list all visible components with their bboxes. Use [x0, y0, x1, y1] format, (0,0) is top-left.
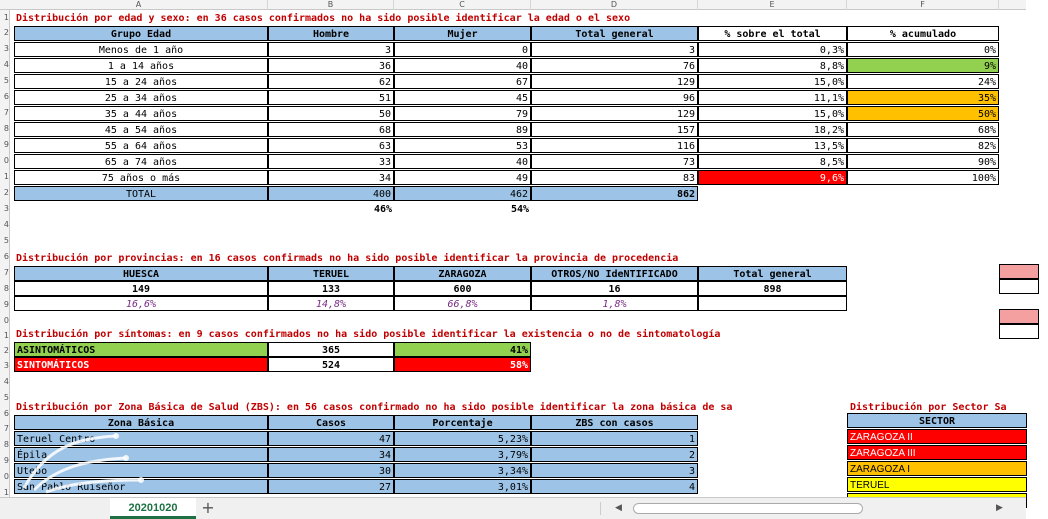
zbs-zona-cell[interactable]: Épila — [14, 447, 268, 462]
column-header-c[interactable]: C — [394, 0, 531, 10]
zbs-count-cell[interactable]: 2 — [531, 447, 698, 462]
row-header[interactable]: 1 — [3, 13, 9, 22]
mujer-cell[interactable]: 67 — [394, 74, 531, 89]
chevron-right-icon[interactable]: ▶ — [996, 503, 1003, 513]
pct-acum-cell[interactable]: 100% — [847, 170, 999, 185]
row-header[interactable]: 0 — [3, 156, 9, 165]
pct-total-cell[interactable]: 18,2% — [698, 122, 847, 137]
hombre-cell[interactable]: 50 — [268, 106, 394, 121]
row-header[interactable]: 7 — [3, 424, 9, 433]
col-mujer[interactable]: Mujer — [394, 26, 531, 41]
col-pct-acumulado[interactable]: % acumulado — [847, 26, 999, 41]
prov-otros-header[interactable]: OTROS/NO IdeNTIFICADO — [531, 266, 698, 281]
zbs-pct-cell[interactable]: 3,79% — [394, 447, 531, 462]
sintomaticos-pct[interactable]: 58% — [394, 357, 531, 372]
zbs-casos-header[interactable]: Casos — [268, 415, 394, 430]
row-header[interactable]: 7 — [3, 108, 9, 117]
prov-value-cell[interactable]: 149 — [14, 281, 268, 296]
prov-percent-cell[interactable]: 66,8% — [394, 296, 531, 311]
col-hombre[interactable]: Hombre — [268, 26, 394, 41]
zbs-casos-cell[interactable]: 34 — [268, 447, 394, 462]
zbs-pct-cell[interactable]: 3,34% — [394, 463, 531, 478]
zbs-casos-cell[interactable]: 30 — [268, 463, 394, 478]
sintomaticos-count[interactable]: 524 — [268, 357, 394, 372]
total-cell[interactable]: 129 — [531, 106, 698, 121]
prov-value-cell[interactable]: 133 — [268, 281, 394, 296]
prov-section-title[interactable]: Distribución por provincias: en 16 casos confirmads no ha sido posible identificar la provincia de procedencia — [16, 253, 679, 264]
row-header[interactable]: 0 — [3, 472, 9, 481]
prov-percent-cell[interactable]: 14,8% — [268, 296, 394, 311]
row-header[interactable]: 3 — [3, 361, 9, 370]
total-cell[interactable]: 96 — [531, 90, 698, 105]
row-header[interactable]: 5 — [3, 393, 9, 402]
total-cell[interactable]: 76 — [531, 58, 698, 73]
prov-teruel-header[interactable]: TERUEL — [268, 266, 394, 281]
age-group-cell[interactable]: 25 a 34 años — [14, 90, 268, 105]
prov-percent-cell[interactable]: 1,8% — [531, 296, 698, 311]
mujer-cell[interactable]: 49 — [394, 170, 531, 185]
mujer-cell[interactable]: 40 — [394, 154, 531, 169]
row-header[interactable]: 6 — [3, 409, 9, 418]
hombre-cell[interactable]: 51 — [268, 90, 394, 105]
age-group-cell[interactable]: 45 a 54 años — [14, 122, 268, 137]
row-header[interactable]: 6 — [3, 92, 9, 101]
partial-cell[interactable] — [999, 279, 1039, 294]
zbs-con-casos-header[interactable]: ZBS con casos — [531, 415, 698, 430]
pct-acum-cell[interactable]: 35% — [847, 90, 999, 105]
col-pct-total[interactable]: % sobre el total — [698, 26, 847, 41]
pct-total-cell[interactable]: 0,3% — [698, 42, 847, 57]
sheet-tab-bar — [0, 497, 1026, 519]
chevron-left-icon[interactable]: ◀ — [615, 503, 622, 513]
prov-value-cell[interactable]: 16 — [531, 281, 698, 296]
zbs-pct-cell[interactable]: 5,23% — [394, 431, 531, 446]
sector-row[interactable]: TERUEL — [847, 477, 1027, 492]
row-header[interactable]: 8 — [3, 440, 9, 449]
scrollbar-thumb[interactable] — [633, 503, 863, 514]
row-header[interactable]: 4 — [3, 60, 9, 69]
column-header-f[interactable]: F — [847, 0, 999, 10]
row-header[interactable]: 1 — [3, 331, 9, 340]
pct-total-cell[interactable]: 13,5% — [698, 138, 847, 153]
row-header[interactable]: 3 — [3, 44, 9, 53]
pct-acum-cell[interactable]: 9% — [847, 58, 999, 73]
pct-mujer[interactable]: 54% — [510, 204, 529, 215]
pct-total-cell[interactable]: 8,5% — [698, 154, 847, 169]
zbs-count-cell[interactable]: 4 — [531, 479, 698, 494]
zbs-count-cell[interactable]: 1 — [531, 431, 698, 446]
sint-section-title[interactable]: Distribución por síntomas: en 9 casos confirmados no ha sido posible identificar la existencia o no de sintomatología — [16, 329, 721, 340]
hombre-cell[interactable]: 33 — [268, 154, 394, 169]
total-hombre[interactable]: 400 — [268, 186, 394, 201]
total-cell[interactable]: 157 — [531, 122, 698, 137]
zbs-casos-cell[interactable]: 27 — [268, 479, 394, 494]
mujer-cell[interactable]: 89 — [394, 122, 531, 137]
row-header[interactable]: 8 — [3, 284, 9, 293]
row-header[interactable]: 7 — [3, 268, 9, 277]
pct-acum-cell[interactable]: 90% — [847, 154, 999, 169]
row-header[interactable]: 4 — [3, 377, 9, 386]
total-cell[interactable]: 116 — [531, 138, 698, 153]
row-header[interactable]: 2 — [3, 188, 9, 197]
row-header[interactable]: 4 — [3, 220, 9, 229]
sector-header[interactable]: SECTOR — [847, 413, 1027, 428]
zbs-pct-cell[interactable]: 3,01% — [394, 479, 531, 494]
row-header[interactable]: 0 — [3, 316, 9, 325]
column-header-e[interactable]: E — [698, 0, 847, 10]
zbs-section-title[interactable]: Distribución por Zona Básica de Salud (ZBS): en 56 casos confirmado no ha sido posible identificar la zona básica de sa — [16, 402, 733, 413]
column-header-d[interactable]: D — [531, 0, 698, 10]
pct-acum-cell[interactable]: 50% — [847, 106, 999, 121]
mujer-cell[interactable]: 79 — [394, 106, 531, 121]
column-header-a[interactable]: A — [10, 0, 268, 10]
total-cell[interactable]: 129 — [531, 74, 698, 89]
asintomaticos-label[interactable]: ASINTOMÁTICOS — [14, 342, 268, 357]
zbs-casos-cell[interactable]: 47 — [268, 431, 394, 446]
prov-value-cell[interactable]: 600 — [394, 281, 531, 296]
prov-percent-cell[interactable] — [698, 296, 847, 311]
zbs-count-cell[interactable]: 3 — [531, 463, 698, 478]
row-header[interactable]: 5 — [3, 76, 9, 85]
total-label[interactable]: TOTAL — [14, 186, 268, 201]
asintomaticos-pct[interactable]: 41% — [394, 342, 531, 357]
row-header[interactable]: 3 — [3, 204, 9, 213]
age-group-cell[interactable]: 35 a 44 años — [14, 106, 268, 121]
pct-total-cell[interactable]: 9,6% — [698, 170, 847, 185]
pct-acum-cell[interactable]: 68% — [847, 122, 999, 137]
age-group-cell[interactable]: 1 a 14 años — [14, 58, 268, 73]
zbs-zona-cell[interactable]: Teruel Centro — [14, 431, 268, 446]
zbs-zona-cell[interactable]: San Pablo Ruiseñor — [14, 479, 268, 494]
sheet-grid[interactable] — [10, 10, 1026, 497]
col-total-general[interactable]: Total general — [531, 26, 698, 41]
sheet-tab[interactable]: 20201020 — [110, 498, 196, 519]
sector-row[interactable]: ZARAGOZA III — [847, 445, 1027, 460]
partial-cell[interactable] — [999, 309, 1039, 324]
asintomaticos-count[interactable]: 365 — [268, 342, 394, 357]
age-group-cell[interactable]: 65 a 74 años — [14, 154, 268, 169]
total-cell[interactable]: 3 — [531, 42, 698, 57]
zbs-porcentaje-header[interactable]: Porcentaje — [394, 415, 531, 430]
mujer-cell[interactable]: 40 — [394, 58, 531, 73]
total-cell[interactable]: 83 — [531, 170, 698, 185]
prov-percent-cell[interactable]: 16,6% — [14, 296, 268, 311]
row-header[interactable]: 6 — [3, 252, 9, 261]
zbs-zona-header[interactable]: Zona Básica — [14, 415, 268, 430]
pct-acum-cell[interactable]: 82% — [847, 138, 999, 153]
age-section-title[interactable]: Distribución por edad y sexo: en 36 casos confirmados no ha sido posible identificar la edad o el sexo — [16, 13, 631, 24]
partial-cell[interactable] — [999, 264, 1039, 279]
column-header-bar — [0, 0, 1026, 10]
mujer-cell[interactable]: 45 — [394, 90, 531, 105]
total-general-value[interactable]: 862 — [531, 186, 698, 201]
mujer-cell[interactable]: 0 — [394, 42, 531, 57]
row-header[interactable]: 1 — [3, 172, 9, 181]
row-header-bar — [0, 10, 10, 497]
sector-row[interactable]: ZARAGOZA II — [847, 429, 1027, 444]
hombre-cell[interactable]: 36 — [268, 58, 394, 73]
hombre-cell[interactable]: 3 — [268, 42, 394, 57]
row-header[interactable]: 2 — [3, 28, 9, 37]
column-header-b[interactable]: B — [268, 0, 394, 10]
mujer-cell[interactable]: 53 — [394, 138, 531, 153]
age-group-cell[interactable]: 55 a 64 años — [14, 138, 268, 153]
col-grupo-edad[interactable]: Grupo Edad — [14, 26, 268, 41]
hombre-cell[interactable]: 34 — [268, 170, 394, 185]
prov-huesca-header[interactable]: HUESCA — [14, 266, 268, 281]
total-mujer[interactable]: 462 — [394, 186, 531, 201]
sector-section-title[interactable]: Distribución por Sector Sa — [850, 402, 1007, 413]
row-header[interactable]: 9 — [3, 140, 9, 149]
pct-hombre[interactable]: 46% — [373, 204, 392, 215]
pct-acum-cell[interactable]: 24% — [847, 74, 999, 89]
pct-acum-cell[interactable]: 0% — [847, 42, 999, 57]
zbs-zona-cell[interactable]: Utebo — [14, 463, 268, 478]
pct-total-cell[interactable]: 15,0% — [698, 74, 847, 89]
hombre-cell[interactable]: 63 — [268, 138, 394, 153]
prov-value-cell[interactable]: 898 — [698, 281, 847, 296]
prov-total-header[interactable]: Total general — [698, 266, 847, 281]
plus-icon[interactable]: + — [201, 498, 215, 517]
watermark-logo — [16, 428, 166, 496]
row-header[interactable]: 9 — [3, 456, 9, 465]
row-header[interactable]: 5 — [3, 236, 9, 245]
age-group-cell[interactable]: 15 a 24 años — [14, 74, 268, 89]
sector-row[interactable]: ZARAGOZA I — [847, 461, 1027, 476]
prov-zaragoza-header[interactable]: ZARAGOZA — [394, 266, 531, 281]
pct-total-cell[interactable]: 11,1% — [698, 90, 847, 105]
row-header[interactable]: 2 — [3, 346, 9, 355]
age-group-cell[interactable]: Menos de 1 año — [14, 42, 268, 57]
horizontal-scrollbar[interactable] — [600, 502, 1026, 515]
hombre-cell[interactable]: 62 — [268, 74, 394, 89]
age-group-cell[interactable]: 75 años o más — [14, 170, 268, 185]
row-header[interactable]: 1 — [3, 488, 9, 497]
hombre-cell[interactable]: 68 — [268, 122, 394, 137]
pct-total-cell[interactable]: 15,0% — [698, 106, 847, 121]
row-header[interactable]: 9 — [3, 300, 9, 309]
row-header[interactable]: 8 — [3, 124, 9, 133]
pct-total-cell[interactable]: 8,8% — [698, 58, 847, 73]
total-cell[interactable]: 73 — [531, 154, 698, 169]
sintomaticos-label[interactable]: SINTOMÁTICOS — [14, 357, 268, 372]
